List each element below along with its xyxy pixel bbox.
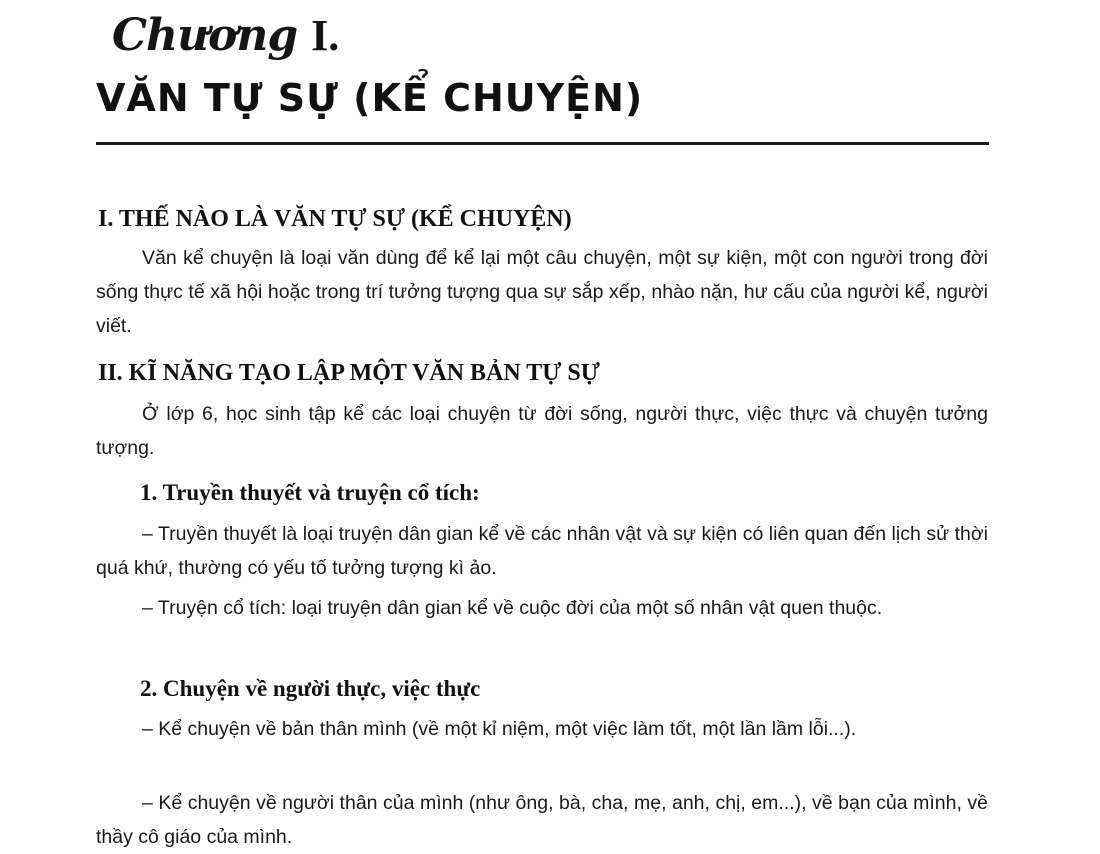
subsection-1-paragraph-1: – Truyền thuyết là loại truyện dân gian kể về các nhân vật và sự kiện có liên quan đến lịch sử thời quá khứ, thường có yếu tố tưởng tượng kì ảo. xyxy=(96,523,988,579)
subsection-1-paragraph-2: – Truyện cổ tích: loại truyện dân gian kể về cuộc đời của một số nhân vật quen thuộc. xyxy=(142,597,883,619)
section-heading-2: II. KĨ NĂNG TẠO LẬP MỘT VĂN BẢN TỰ SỰ xyxy=(98,360,600,386)
section-heading-1: I. THẾ NÀO LÀ VĂN TỰ SỰ (KỂ CHUYỆN) xyxy=(98,206,572,232)
chapter-word: Chương xyxy=(112,10,298,61)
chapter-label xyxy=(112,10,339,61)
subsection-2-paragraph-1: – Kể chuyện về bản thân mình (về một kỉ niệm, một việc làm tốt, một lần lầm lỗi...). xyxy=(142,718,857,740)
title-divider xyxy=(96,142,989,145)
subsection-2-paragraph-2: – Kể chuyện về người thân của mình (như ông, bà, cha, mẹ, anh, chị, em...), về bạn của mình, về thầy cô giáo của mình. xyxy=(96,792,988,848)
section-paragraph-1: Văn kể chuyện là loại văn dùng để kể lại một câu chuyện, một sự kiện, một con người trong đời sống thực tế xã hội hoặc trong trí tưởng tượng qua sự sắp xếp, nhào nặn, hư cấu của người kể, người viết. xyxy=(96,247,988,337)
chapter-title: VĂN TỰ SỰ (KỂ CHUYỆN) xyxy=(96,76,644,120)
chapter-number: I. xyxy=(311,11,340,60)
section-paragraph-2: Ở lớp 6, học sinh tập kể các loại chuyện từ đời sống, người thực, việc thực và chuyện tưởng tượng. xyxy=(96,403,988,459)
subsection-heading-1: 1. Truyền thuyết và truyện cổ tích: xyxy=(140,480,480,505)
subsection-heading-2: 2. Chuyện về người thực, việc thực xyxy=(140,676,481,701)
